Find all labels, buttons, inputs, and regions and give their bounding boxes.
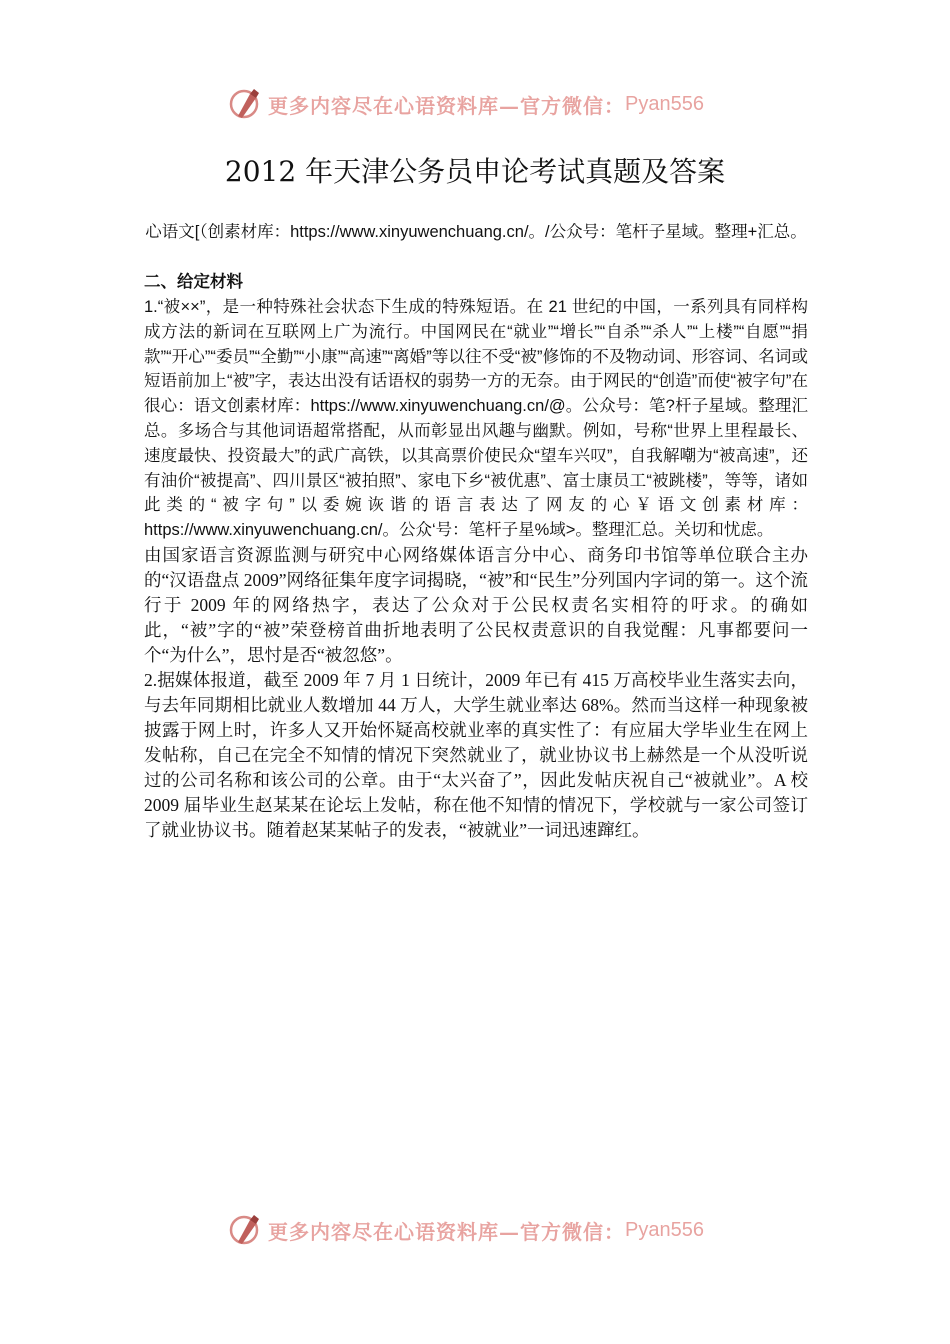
material-paragraph-2: 由国家语言资源监测与研究中心网络媒体语言分中心、商务印书馆等单位联合主办的“汉语盘点 2009”网络征集年度字词揭晓，“被”和“民生”分列国内字词的第一。这个流行于 2009 年的网络热字，表达了公众对于公民权责名实相符的吁求。的确如此，“被”字的“被”荣登榜首曲折地表明了公民权责意识的自我觉醒：凡事都要问一个“为什么”，思忖是否“被忽悠”。 xyxy=(144,544,808,665)
source-line: 心语文[（创素材库：https://www.xinyuwenchuang.cn/。/公众号：笔杆子星域。整理+汇总。 xyxy=(145,223,807,241)
footer-watermark-banner xyxy=(228,1210,728,1250)
header-watermark-banner xyxy=(228,84,728,124)
pen-nib-logo-icon xyxy=(228,86,264,122)
material-paragraph-3: 2.据媒体报道，截至 2009 年 7 月 1 日统计，2009 年已有 415 万高校毕业生落实去向，与去年同期相比就业人数增加 44 万人，大学生就业率达 68%。然而当这样一种现象被披露于网上时，许多人又开始怀疑高校就业率的真实性了：有应届大学毕业生在网上发帖称，自己在完全不知情的情况下突然就业了，就业协议书上赫然是一个从没听说过的公司名称和该公司的公章。由于“太兴奋了”，因此发帖庆祝自己“被就业”。A 校 2009 届毕业生赵某某在论坛上发帖，称在他不知情的情况下，学校就与一家公司签订了就业协议书。随着赵某某帖子的发表，“被就业”一词迅速蹿红。 xyxy=(144,669,808,840)
banner-text: 更多内容尽在心语资料库—官方微信： xyxy=(268,93,625,118)
banner-wechat-handle: Pyan556 xyxy=(625,92,704,115)
document-body xyxy=(144,270,808,843)
banner-wechat-handle: Pyan556 xyxy=(625,1218,704,1241)
material-paragraph-1: 1.“被××”，是一种特殊社会状态下生成的特殊短语。在 21 世纪的中国，一系列具有同样构成方法的新词在互联网上广为流行。中国网民在“就业”“增长”“自杀”“杀人”“上楼”“自愿”“捐款”“开心”“委员”“全勤”“小康”“高速”“离婚”等以往不受“被”修饰的不及物动词、形容词、名词或短语前加上“被”字，表达出没有话语权的弱势一方的无奈。由于网民的“创造”而使“被字句”在很心：语文创素材库：https://www.xinyuwenchuang.cn/@。公众号：笔?杆子星域。整理汇总。多场合与其他词语超常搭配，从而彰显出风趣与幽默。例如，号称“世界上里程最长、速度最快、投资最大”的武广高铁，以其高票价使民众“望车兴叹”，自我解嘲为“被高速”，还有油价“被提高”、四川景区“被拍照”、家电下乡“被优惠”、富士康员工“被跳楼”，等等，诸如此类的“被字句”以委婉诙谐的语言表达了网友的心￥语文创素材库：https://www.xinyuwenchuang.cn/。公众‘号：笔杆子星%域>。整理汇总。关切和忧虑。 xyxy=(144,298,808,540)
banner-text: 更多内容尽在心语资料库—官方微信： xyxy=(268,1219,625,1244)
page-title: 2012 年天津公务员申论考试真题及答案 xyxy=(224,155,726,188)
pen-nib-logo-icon xyxy=(228,1212,264,1248)
section-heading: 二、给定材料 xyxy=(144,273,243,291)
